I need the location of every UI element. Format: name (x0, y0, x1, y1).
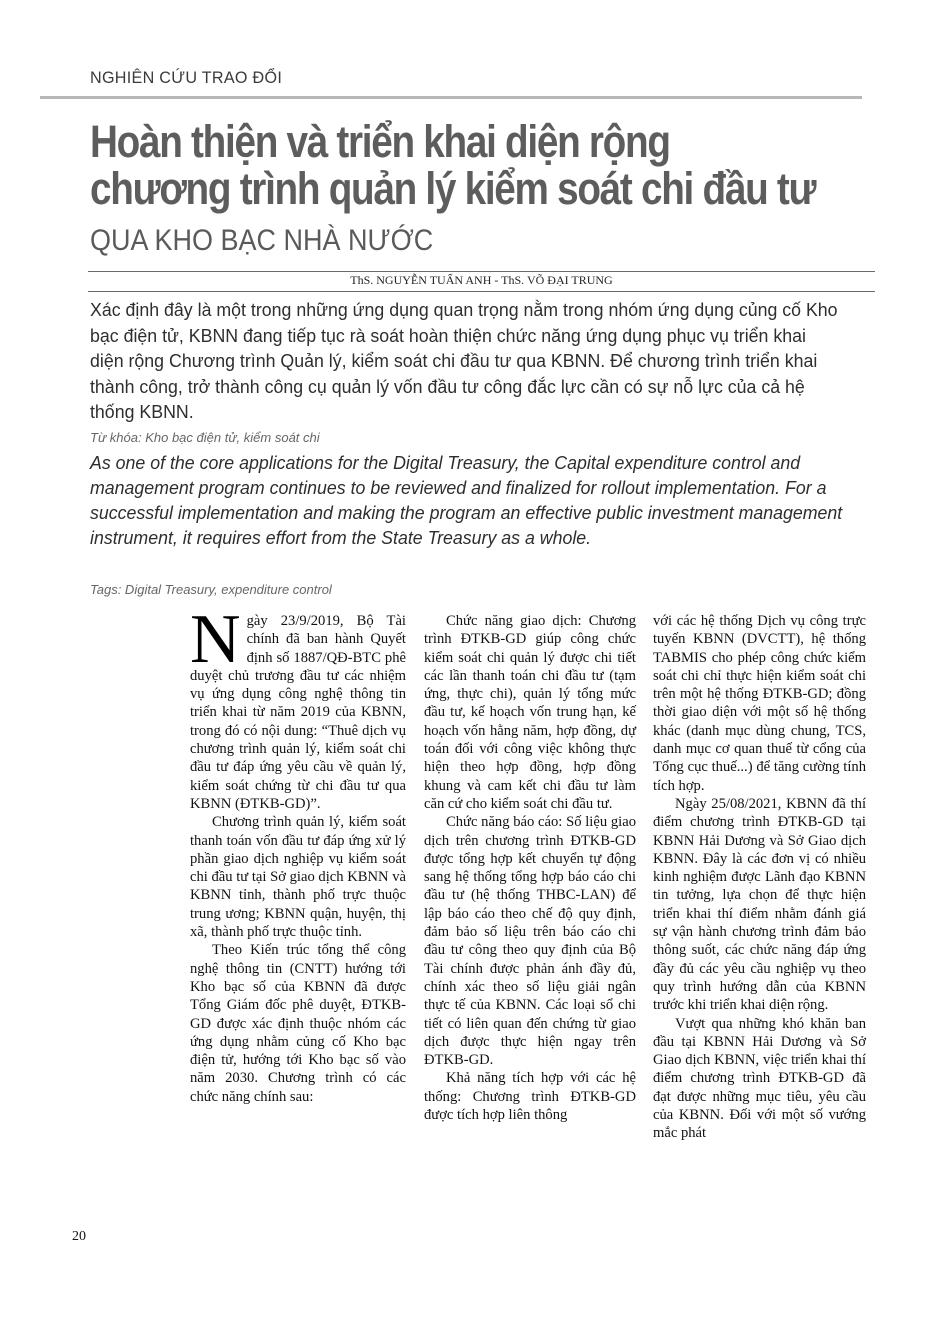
author-rule-bottom (88, 291, 875, 292)
section-label: NGHIÊN CỨU TRAO ĐỔI (90, 68, 283, 87)
paragraph: với các hệ thống Dịch vụ công trực tuyến KBNN (DVCTT), hệ thống TABMIS cho phép công chức kiểm soát chi chỉ thực hiện kiểm soát chi trên một hệ thống ĐTKB-GD; đồng thời giao diện với một số hệ thống khác (danh mục dùng chung, TCS, danh mục cơ quan thuế từ cổng của Tổng cục thuế...) để tăng cường tính tích hợp. (653, 613, 866, 794)
body-column-3 (653, 612, 866, 1143)
author-byline: ThS. NGUYỄN TUẤN ANH - ThS. VÕ ĐẠI TRUNG (350, 273, 613, 287)
article-title (90, 116, 816, 214)
drop-cap: N (190, 601, 241, 678)
keywords-vietnamese: Từ khóa: Kho bạc điện tử, kiểm soát chi (90, 430, 320, 445)
paragraph: Ngày 23/9/2019, Bộ Tài chính đã ban hành Quyết định số 1887/QĐ-BTC phê duyệt chủ trương đầu tư các nhiệm vụ ứng dụng công nghệ thông tin triển khai từ năm 2019 của KBNN, trong đó có nội dung: “Thuê dịch vụ chương trình quản lý, kiểm soát chi đầu tư đáp ứng yêu cầu về quản lý, kiểm soát chứng từ chi đầu tư qua KBNN (ĐTKB-GD)”. (190, 601, 406, 812)
body-column-1 (190, 601, 406, 1106)
body-column-2 (424, 612, 636, 1124)
paragraph: Theo Kiến trúc tổng thể công nghệ thông tin (CNTT) hướng tới Kho bạc số của KBNN đã được Tổng Giám đốc phê duyệt, ĐTKB-GD được xác định thuộc nhóm các ứng dụng nhằm củng cố Kho bạc điện tử, hướng tới Kho bạc số vào năm 2030. Chương trình có các chức năng chính sau: (190, 942, 406, 1105)
paragraph: Vượt qua những khó khăn ban đầu tại KBNN Hải Dương và Sở Giao dịch KBNN, việc triển khai thí điểm chương trình ĐTKB-GD đã đạt được những mục tiêu, yêu cầu của KBNN. Đối với một số vướng mắc phát (653, 1015, 866, 1142)
abstract-vietnamese: Xác định đây là một trong những ứng dụng quan trọng nằm trong nhóm ứng dụng củng cố Kho bạc điện tử, KBNN đang tiếp tục rà soát hoàn thiện chức năng ứng dụng phục vụ triển khai diện rộng Chương trình Quản lý, kiểm soát chi đầu tư qua KBNN. Để chương trình triển khai thành công, trở thành công cụ quản lý vốn đầu tư công đắc lực cần có sự nỗ lực của cả hệ thống KBNN. (90, 299, 838, 422)
abstract-english: As one of the core applications for the Digital Treasury, the Capital expenditure control and management program continues to be reviewed and finalized for rollout implementation. For a successful implementation and making the program an effective public investment management instrument, it requires effort from the State Treasury as a whole. (90, 452, 843, 548)
page-number: 20 (72, 1229, 86, 1244)
author-rule-top (88, 271, 875, 272)
title-line-1: Hoàn thiện và triển khai diện rộng (90, 116, 670, 167)
title-line-2: chương trình quản lý kiểm soát chi đầu tư (90, 163, 816, 214)
article-subtitle: QUA KHO BẠC NHÀ NƯỚC (90, 224, 434, 257)
tags-english: Tags: Digital Treasury, expenditure control (90, 582, 332, 597)
paragraph: Ngày 25/08/2021, KBNN đã thí điểm chương trình ĐTKB-GD tại KBNN Hải Dương và Sở Giao dịch KBNN. Đây là các đơn vị có nhiều kinh nghiệm được Lãnh đạo KBNN tin tưởng, lựa chọn để thực hiện triển khai thí điểm nhằm đánh giá sự vận hành chương trình đảm bảo thông suốt, các chức năng đáp ứng đầy đủ các yêu cầu nghiệp vụ theo quy trình hướng dẫn của KBNN trước khi triển khai diện rộng. (653, 795, 866, 1014)
paragraph: Khả năng tích hợp với các hệ thống: Chương trình ĐTKB-GD được tích hợp liên thông (424, 1070, 636, 1124)
paragraph: Chức năng giao dịch: Chương trình ĐTKB-GD giúp công chức kiểm soát chi quản lý được chi tiết các lần thanh toán chi đầu tư (tạm ứng, thực chi), quản lý tổng mức đầu tư, kế hoạch vốn trung hạn, kế hoạch vốn hằng năm, hợp đồng, dự toán đối với công việc không thực hiện theo hợp đồng, hợp đồng khung và cam kết chi đầu tư làm căn cứ cho kiểm soát chi đầu tư. (424, 613, 636, 812)
top-divider (40, 96, 862, 99)
paragraph: Chức năng báo cáo: Số liệu giao dịch trên chương trình ĐTKB-GD được tổng hợp kết chuyển tự động sang hệ thống tổng hợp báo cáo chi đầu tư (hệ thống THBC-LAN) để lập báo cáo theo chế độ quy định, đảm bảo số liệu trên báo cáo chi đầu tư công theo quy định của Bộ Tài chính được phản ánh đầy đủ, chính xác theo số liệu giải ngân thực tế của KBNN. Các loại sổ chi tiết có liên quan đến chứng từ giao dịch được thực hiện ngay trên ĐTKB-GD. (424, 814, 636, 1069)
paragraph: Chương trình quản lý, kiểm soát thanh toán vốn đầu tư đáp ứng xử lý phần giao dịch nghiệp vụ kiểm soát chi đầu tư tại Sở giao dịch KBNN và KBNN tỉnh, thành phố trực thuộc trung ương; KBNN quận, huyện, thị xã, thành phố trực thuộc tỉnh. (190, 814, 406, 941)
